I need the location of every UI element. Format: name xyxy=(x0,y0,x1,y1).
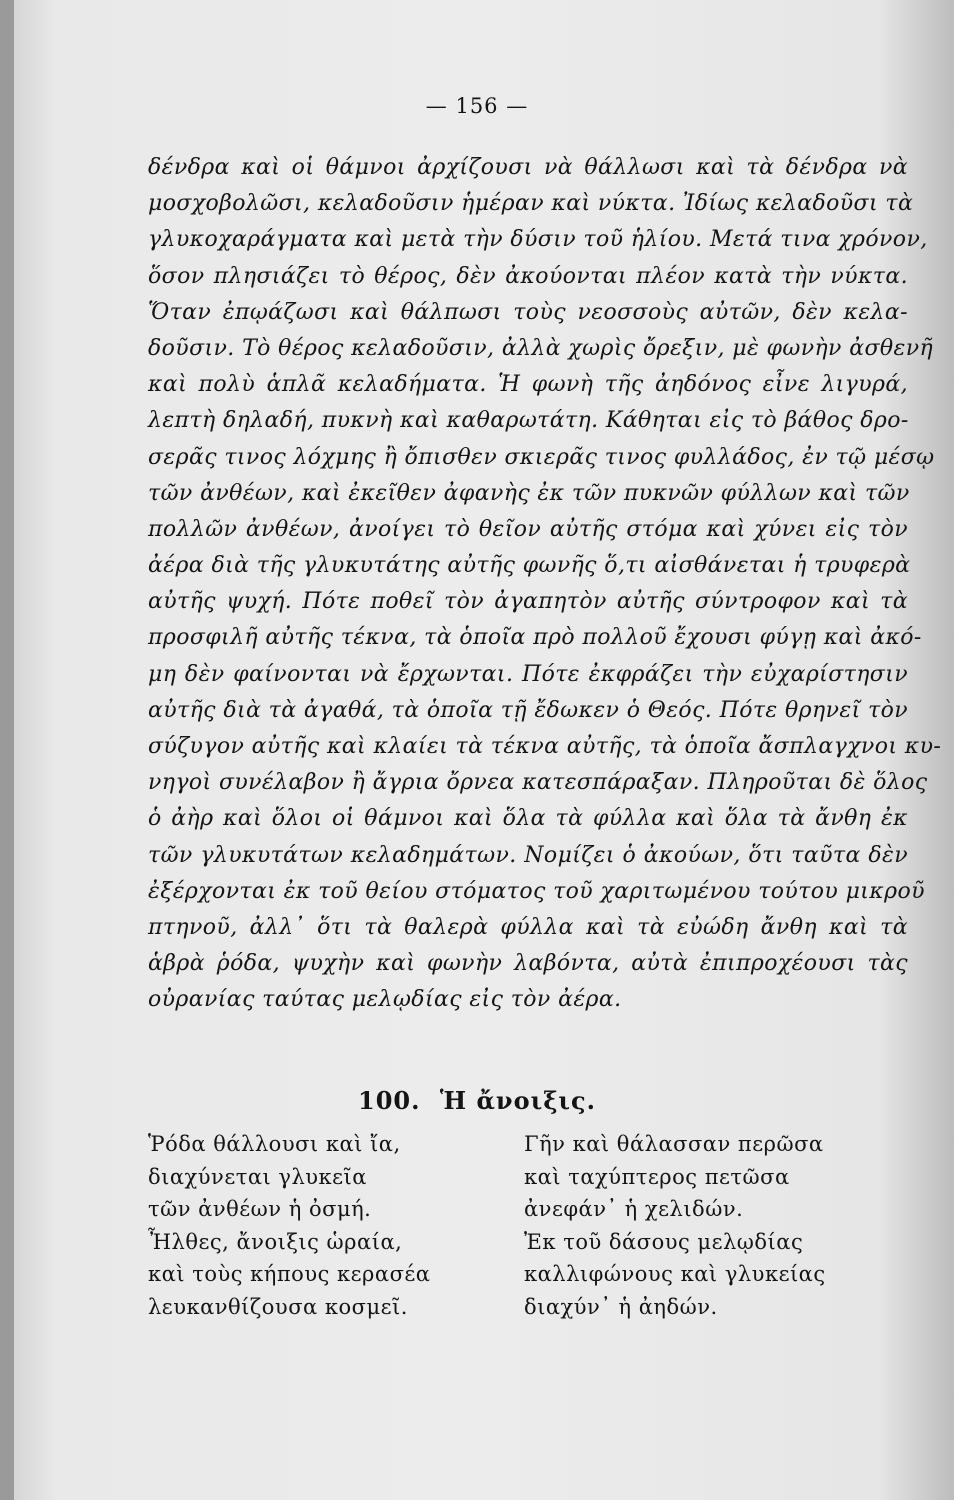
prose-line: Ὅταν ἐπῳάζωσι καὶ θάλπωσι τοὺς νεοσσοὺς αὐτῶν, δὲν κελα- xyxy=(148,299,908,325)
prose-line: πολλῶν ἀνθέων, ἀνοίγει τὸ θεῖον αὐτῆς στόμα καὶ χύνει εἰς τὸν xyxy=(148,516,908,542)
prose-line: αὐτῆς ψυχή. Πότε ποθεῖ τὸν ἀγαπητὸν αὐτῆς σύντροφον καὶ τὰ xyxy=(148,589,908,615)
prose-line: οὐρανίας ταύτας μελῳδίας εἰς τὸν ἀέρα. xyxy=(148,987,622,1013)
prose-line: ὁ ἀὴρ καὶ ὅλοι οἱ θάμνοι καὶ ὅλα τὰ φύλλα καὶ ὅλα τὰ ἄνθη ἐκ xyxy=(148,806,908,832)
section-title: Ἡ ἄνοιξις. xyxy=(439,1086,596,1115)
prose-line: λεπτὴ δηλαδή, πυκνὴ καὶ καθαρωτάτη. Κάθηται εἰς τὸ βάθος δρο- xyxy=(148,408,909,434)
section-heading xyxy=(0,1086,954,1115)
prose-line: μοσχοβολῶσι, κελαδοῦσιν ἡμέραν καὶ νύκτα. Ἰδίως κελαδοῦσι τὰ xyxy=(148,191,914,217)
prose-line: σερᾶς τινος λόχμης ἢ ὄπισθεν σκιερᾶς τινος φυλλάδος, ἐν τῷ μέσῳ xyxy=(148,444,935,470)
poem-verse: διαχύν᾽ ἡ ἀηδών. xyxy=(524,1294,718,1319)
poem-verse: καὶ τοὺς κήπους κερασέα xyxy=(148,1262,431,1286)
prose-paragraph xyxy=(148,150,942,1019)
page-edge-shadow xyxy=(0,0,14,1500)
poem-verse: Ῥόδα θάλλουσι καὶ ἴα, xyxy=(148,1132,401,1156)
prose-line: αὐτῆς διὰ τὰ ἀγαθά, τὰ ὁποῖα τῇ ἔδωκεν ὁ Θεός. Πότε θρηνεῖ τὸν xyxy=(148,697,908,723)
poem-verse: λευκανθίζουσα κοσμεῖ. xyxy=(148,1294,408,1319)
poem-verse: Ἦλθες, ἄνοιξις ὡραία, xyxy=(148,1229,403,1254)
prose-line: καὶ πολὺ ἁπλᾶ κελαδήματα. Ἡ φωνὴ τῆς ἀηδόνος εἶνε λιγυρά, xyxy=(148,372,908,398)
poem-verse: διαχύνεται γλυκεῖα xyxy=(148,1164,367,1189)
prose-line: πτηνοῦ, ἀλλ᾽ ὅτι τὰ θαλερὰ φύλλα καὶ τὰ εὐώδη ἄνθη καὶ τὰ xyxy=(148,914,908,940)
poem-verse: τῶν ἀνθέων ἡ ὀσμή. xyxy=(148,1197,372,1221)
prose-line: νηγοὶ συνέλαβον ἢ ἄγρια ὄρνεα κατεσπάραξαν. Πληροῦται δὲ ὅλος xyxy=(148,770,928,796)
poem-verse: ἀνεφάν᾽ ἡ χελιδών. xyxy=(524,1197,744,1221)
poem-left-column xyxy=(148,1128,430,1323)
prose-line: ὅσον πλησιάζει τὸ θέρος, δὲν ἀκούονται πλέον κατὰ τὴν νύκτα. xyxy=(148,263,908,289)
poem-verse: Ἐκ τοῦ δάσους μελῳδίας xyxy=(524,1229,804,1254)
prose-line: δένδρα καὶ οἱ θάμνοι ἀρχίζουσι νὰ θάλλωσι καὶ τὰ δένδρα νὰ xyxy=(148,155,908,180)
section-number: 100. xyxy=(358,1086,421,1115)
prose-line: δοῦσιν. Τὸ θέρος κελαδοῦσιν, ἀλλὰ χωρὶς ὄρεξιν, μὲ φωνὴν ἀσθενῆ xyxy=(148,335,934,361)
prose-line: προσφιλῆ αὐτῆς τέκνα, τὰ ὁποῖα πρὸ πολλοῦ ἔχουσι φύγῃ καὶ ἀκό- xyxy=(148,625,922,651)
prose-line: μη δὲν φαίνονται νὰ ἔρχωνται. Πότε ἐκφράζει τὴν εὐχαρίστησιν xyxy=(148,661,908,687)
prose-line: σύζυγον αὐτῆς καὶ κλαίει τὰ τέκνα αὐτῆς, τὰ ὁποῖα ἄσπλαγχνοι κυ- xyxy=(148,734,942,759)
prose-line: ἁβρὰ ῥόδα, ψυχὴν καὶ φωνὴν λαβόντα, αὐτὰ ἐπιπροχέουσι τὰς xyxy=(148,951,908,977)
prose-line: ἐξέρχονται ἐκ τοῦ θείου στόματος τοῦ χαριτωμένου τούτου μικροῦ xyxy=(148,878,925,904)
prose-line: ἀέρα διὰ τῆς γλυκυτάτης αὐτῆς φωνῆς ὅ,τι αἰσθάνεται ἡ τρυφερὰ xyxy=(148,553,911,579)
poem-verse: καὶ ταχύπτερος πετῶσα xyxy=(524,1164,790,1189)
page-number: — 156 — xyxy=(425,94,529,118)
poem-verse: Γῆν καὶ θάλασσαν περῶσα xyxy=(524,1132,824,1156)
prose-line: τῶν ἀνθέων, καὶ ἐκεῖθεν ἀφανὴς ἐκ τῶν πυκνῶν φύλλων καὶ τῶν xyxy=(148,480,910,506)
poem-right-column xyxy=(524,1128,826,1323)
prose-line: γλυκοχαράγματα καὶ μετὰ τὴν δύσιν τοῦ ἡλίου. Μετά τινα χρόνον, xyxy=(148,227,928,253)
poem-verse: καλλιφώνους καὶ γλυκείας xyxy=(524,1262,826,1286)
prose-line: τῶν γλυκυτάτων κελαδημάτων. Νομίζει ὁ ἀκούων, ὅτι ταῦτα δὲν xyxy=(148,842,908,868)
